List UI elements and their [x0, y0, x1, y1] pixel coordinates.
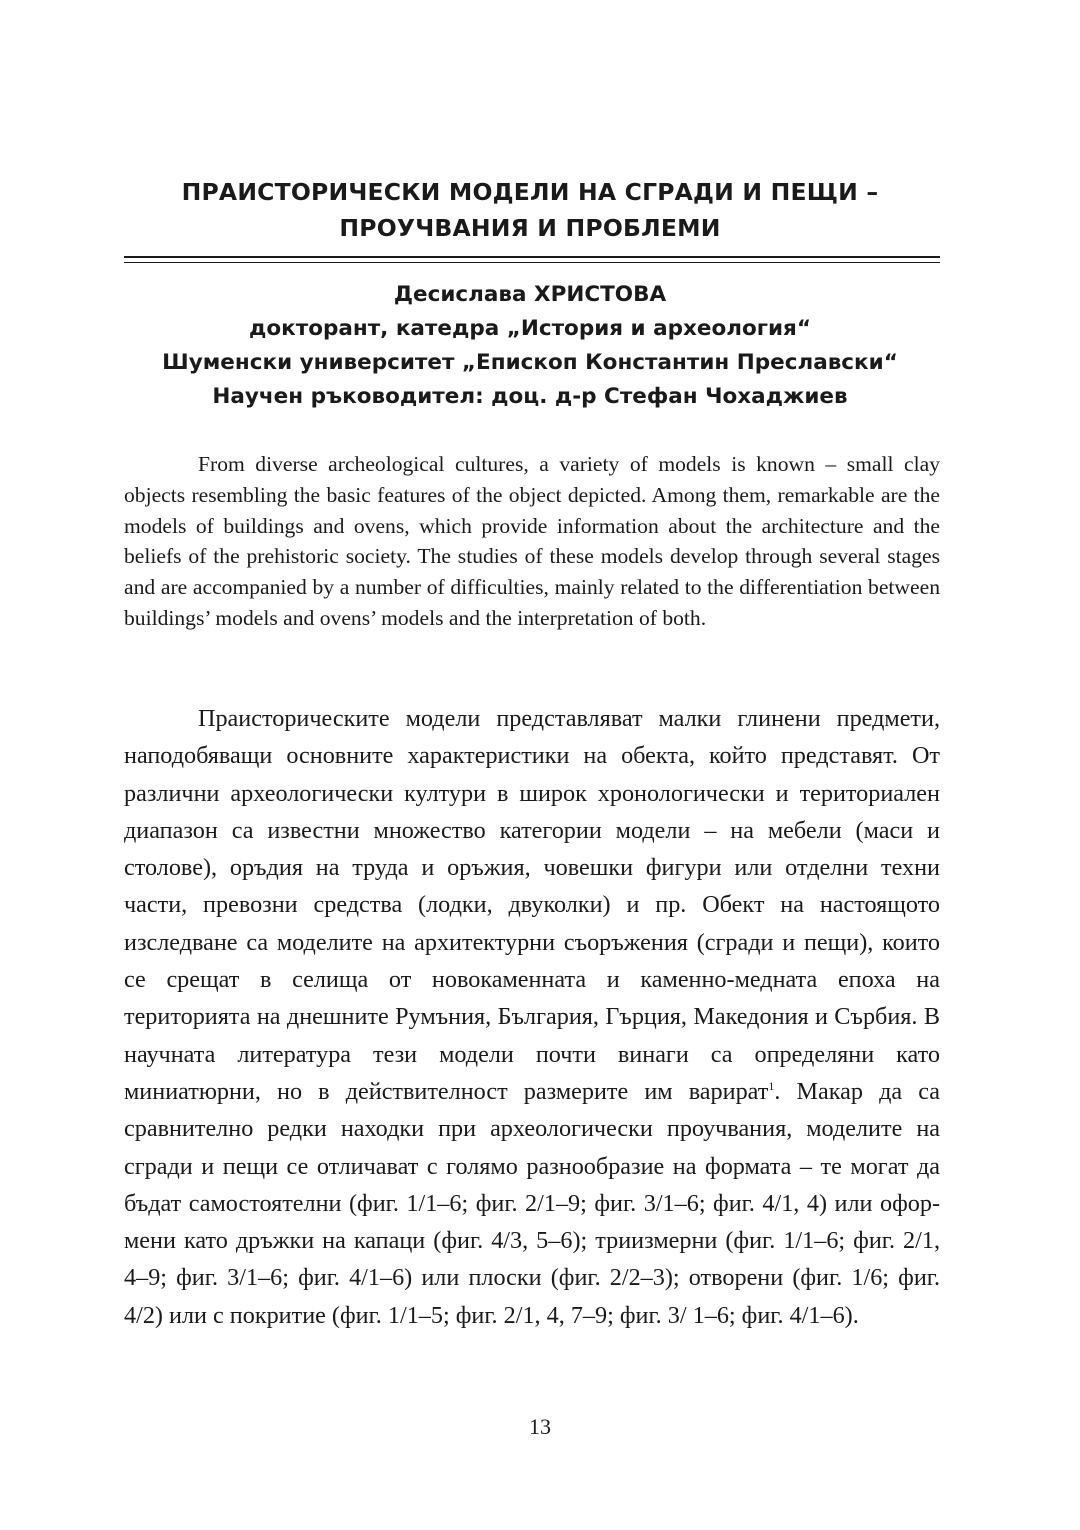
body-text-part-2: . Макар да са сравнително редки находки при археологически проучвания, моделите на сгради и пещи се отличават с голямо разнообразие на формата – те могат да бъдат самостоятелни (фиг. 1/1–6; фиг. 2/1–9; фиг. 3/1–6; фиг. 4/1, 4) или оформени като дръжки на капаци (фиг. 4/3, 5–6); триизмерни (фиг. 1/1–6; фиг. 2/1, 4–9; фиг. 3/1–6; фиг. 4/1–6) или плоски (фиг. 2/2–3); отворени (фиг. 1/6; фиг. 4/2) или с покритие (фиг. 1/1–5; фиг. 2/1, 4, 7–9; фиг. 3/ 1–6; фиг. 4/1–6).: [124, 1077, 941, 1329]
footnote-reference: 1: [768, 1078, 775, 1093]
abstract-paragraph: From diverse archeological cultures, a variety of models is known – small clay objects resembling the basic features of the object depicted. Among them, remarkable are the models of buildings and ovens, which provide information about the architecture and the beliefs of the prehistoric society. The studies of these models develop through several stages and are accompanied by a number of difficulties, mainly related to the differentiation between buildings’ models and ovens’ models and the interpretation of both.: [124, 452, 940, 630]
body-text-part-1: Праисторическите модели представляват малки глинени предмети, наподобяващи основните характеристики на обекта, който представят. От различни археологически култури в широк хронологически и териториален диапазон са известни множество категории модели – на мебели (маси и столове), оръдия на труда и оръжия, човешки фигури или отделни техни части, превозни средства (лодки, двуколки) и пр. Обект на настоящото изследване са моделите на архитектурни съоръжения (сгради и пещи), които се срещат в селища от новокаменната и каменно-медната епоха на територията на днешните Румъния, България, Гърция, Македония и Сърбия. В научната литература тези модели почти винаги са определяни като миниатюрни, но в действителност размерите им варират: [124, 705, 940, 1105]
article-title: [120, 174, 940, 246]
author-block: [120, 278, 940, 414]
body-paragraph: [124, 700, 940, 1334]
title-line-1: ПРАИСТОРИЧЕСКИ МОДЕЛИ НА СГРАДИ И ПЕЩИ –: [181, 178, 879, 206]
title-divider-thick: [124, 256, 940, 258]
author-university: Шуменски университет „Епископ Константин Преславски“: [162, 350, 898, 375]
author-name: Десислава ХРИСТОВА: [393, 282, 667, 307]
page-number: 13: [529, 1414, 551, 1439]
author-position: докторант, катедра „История и археология“: [249, 316, 811, 341]
title-line-2: ПРОУЧВАНИЯ И ПРОБЛЕМИ: [339, 214, 721, 242]
title-divider-thin: [124, 262, 940, 263]
supervisor: Научен ръководител: доц. д-р Стефан Чохаджиев: [212, 384, 848, 409]
